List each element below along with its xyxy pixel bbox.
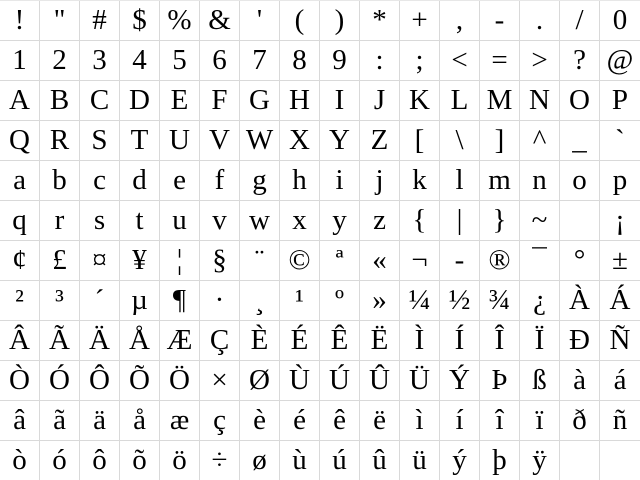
glyph-cell[interactable]: ¹ (280, 281, 320, 321)
glyph-cell[interactable]: ¯ (520, 241, 560, 281)
glyph-cell[interactable]: @ (600, 41, 640, 81)
glyph-cell[interactable]: 8 (280, 41, 320, 81)
glyph-cell[interactable]: Ö (160, 361, 200, 401)
glyph-cell[interactable]: e (160, 161, 200, 201)
glyph-cell[interactable]: ç (200, 401, 240, 441)
glyph-cell[interactable]: l (440, 161, 480, 201)
glyph-cell[interactable]: z (360, 201, 400, 241)
glyph-cell[interactable]: ° (560, 241, 600, 281)
glyph-cell[interactable]: ó (40, 441, 80, 480)
glyph-cell[interactable]: H (280, 81, 320, 121)
glyph-cell[interactable]: R (40, 121, 80, 161)
glyph-cell[interactable]: £ (40, 241, 80, 281)
glyph-cell[interactable]: Ù (280, 361, 320, 401)
glyph-cell[interactable]: ² (0, 281, 40, 321)
glyph-cell[interactable]: ú (320, 441, 360, 480)
glyph-cell[interactable]: ÿ (520, 441, 560, 480)
glyph-cell[interactable]: ë (360, 401, 400, 441)
glyph-cell[interactable]: ä (80, 401, 120, 441)
glyph-cell[interactable]: % (160, 1, 200, 41)
glyph-cell[interactable]: Þ (480, 361, 520, 401)
glyph-cell[interactable]: ; (400, 41, 440, 81)
glyph-cell[interactable]: å (120, 401, 160, 441)
glyph-cell[interactable]: / (560, 1, 600, 41)
glyph-cell[interactable]: > (520, 41, 560, 81)
glyph-cell[interactable]: w (240, 201, 280, 241)
glyph-cell[interactable]: * (360, 1, 400, 41)
glyph-cell[interactable]: º (320, 281, 360, 321)
glyph-cell[interactable]: 1 (0, 41, 40, 81)
glyph-cell[interactable] (600, 441, 640, 480)
glyph-cell[interactable]: \ (440, 121, 480, 161)
glyph-cell[interactable]: f (200, 161, 240, 201)
glyph-cell[interactable]: c (80, 161, 120, 201)
glyph-cell[interactable]: I (320, 81, 360, 121)
glyph-cell[interactable]: ¥ (120, 241, 160, 281)
glyph-cell[interactable] (560, 441, 600, 480)
glyph-cell[interactable]: ± (600, 241, 640, 281)
glyph-cell[interactable]: Á (600, 281, 640, 321)
glyph-cell[interactable]: ý (440, 441, 480, 480)
glyph-cell[interactable]: « (360, 241, 400, 281)
glyph-cell[interactable]: r (40, 201, 80, 241)
glyph-cell[interactable]: d (120, 161, 160, 201)
glyph-cell[interactable]: b (40, 161, 80, 201)
glyph-cell[interactable]: 0 (600, 1, 640, 41)
glyph-cell[interactable]: ¼ (400, 281, 440, 321)
glyph-cell[interactable]: Ø (240, 361, 280, 401)
glyph-cell[interactable]: ò (0, 441, 40, 480)
glyph-cell[interactable]: s (80, 201, 120, 241)
glyph-cell[interactable]: E (160, 81, 200, 121)
glyph-cell[interactable]: ¶ (160, 281, 200, 321)
glyph-cell[interactable]: Æ (160, 321, 200, 361)
glyph-cell[interactable]: o (560, 161, 600, 201)
glyph-cell[interactable]: × (200, 361, 240, 401)
glyph-cell[interactable]: ) (320, 1, 360, 41)
glyph-cell[interactable]: ( (280, 1, 320, 41)
glyph-cell[interactable]: Z (360, 121, 400, 161)
glyph-cell[interactable]: ¢ (0, 241, 40, 281)
glyph-cell[interactable]: < (440, 41, 480, 81)
glyph-cell[interactable]: M (480, 81, 520, 121)
glyph-cell[interactable]: ª (320, 241, 360, 281)
glyph-cell[interactable]: x (280, 201, 320, 241)
glyph-cell[interactable]: " (40, 1, 80, 41)
glyph-cell[interactable]: W (240, 121, 280, 161)
glyph-cell[interactable]: ¡ (600, 201, 640, 241)
glyph-cell[interactable]: À (560, 281, 600, 321)
glyph-cell[interactable]: v (200, 201, 240, 241)
glyph-cell[interactable]: } (480, 201, 520, 241)
glyph-cell[interactable]: , (440, 1, 480, 41)
glyph-cell[interactable]: Û (360, 361, 400, 401)
glyph-cell[interactable]: 2 (40, 41, 80, 81)
glyph-cell[interactable]: F (200, 81, 240, 121)
glyph-cell[interactable]: ¾ (480, 281, 520, 321)
glyph-cell[interactable]: ' (240, 1, 280, 41)
glyph-cell[interactable]: k (400, 161, 440, 201)
glyph-cell[interactable]: Ï (520, 321, 560, 361)
glyph-cell[interactable]: ñ (600, 401, 640, 441)
glyph-cell[interactable]: 7 (240, 41, 280, 81)
glyph-cell[interactable]: © (280, 241, 320, 281)
glyph-cell[interactable]: ¿ (520, 281, 560, 321)
glyph-cell[interactable] (560, 201, 600, 241)
glyph-cell[interactable]: ! (0, 1, 40, 41)
glyph-cell[interactable]: Q (0, 121, 40, 161)
glyph-cell[interactable]: K (400, 81, 440, 121)
glyph-cell[interactable]: i (320, 161, 360, 201)
glyph-cell[interactable]: ù (280, 441, 320, 480)
glyph-cell[interactable]: U (160, 121, 200, 161)
glyph-cell[interactable]: Ã (40, 321, 80, 361)
glyph-cell[interactable]: Ì (400, 321, 440, 361)
glyph-cell[interactable]: p (600, 161, 640, 201)
glyph-cell[interactable]: = (480, 41, 520, 81)
glyph-cell[interactable]: L (440, 81, 480, 121)
glyph-cell[interactable]: ´ (80, 281, 120, 321)
glyph-cell[interactable]: ì (400, 401, 440, 441)
glyph-cell[interactable]: ß (520, 361, 560, 401)
glyph-cell[interactable]: & (200, 1, 240, 41)
glyph-cell[interactable]: Ú (320, 361, 360, 401)
glyph-cell[interactable]: à (560, 361, 600, 401)
glyph-cell[interactable]: D (120, 81, 160, 121)
glyph-cell[interactable]: ¨ (240, 241, 280, 281)
glyph-cell[interactable]: ® (480, 241, 520, 281)
glyph-cell[interactable]: ? (560, 41, 600, 81)
glyph-cell[interactable]: $ (120, 1, 160, 41)
glyph-cell[interactable]: N (520, 81, 560, 121)
glyph-cell[interactable]: ½ (440, 281, 480, 321)
glyph-cell[interactable]: ö (160, 441, 200, 480)
glyph-cell[interactable]: Ý (440, 361, 480, 401)
glyph-cell[interactable]: y (320, 201, 360, 241)
glyph-cell[interactable]: » (360, 281, 400, 321)
glyph-cell[interactable]: 9 (320, 41, 360, 81)
glyph-cell[interactable]: + (400, 1, 440, 41)
glyph-cell[interactable]: Ü (400, 361, 440, 401)
glyph-cell[interactable]: ^ (520, 121, 560, 161)
glyph-cell[interactable]: # (80, 1, 120, 41)
glyph-cell[interactable]: ] (480, 121, 520, 161)
glyph-cell[interactable]: é (280, 401, 320, 441)
glyph-cell[interactable]: · (200, 281, 240, 321)
glyph-cell[interactable]: á (600, 361, 640, 401)
glyph-cell[interactable]: Ñ (600, 321, 640, 361)
glyph-cell[interactable]: 3 (80, 41, 120, 81)
glyph-cell[interactable]: û (360, 441, 400, 480)
glyph-cell[interactable]: Ð (560, 321, 600, 361)
glyph-cell[interactable]: Î (480, 321, 520, 361)
glyph-cell[interactable]: ¦ (160, 241, 200, 281)
glyph-cell[interactable]: î (480, 401, 520, 441)
glyph-cell[interactable]: ` (600, 121, 640, 161)
glyph-cell[interactable]: Í (440, 321, 480, 361)
glyph-cell[interactable]: è (240, 401, 280, 441)
glyph-cell[interactable]: õ (120, 441, 160, 480)
glyph-cell[interactable]: - (440, 241, 480, 281)
glyph-cell[interactable]: Å (120, 321, 160, 361)
glyph-cell[interactable]: ï (520, 401, 560, 441)
glyph-cell[interactable]: É (280, 321, 320, 361)
glyph-cell[interactable]: ¤ (80, 241, 120, 281)
glyph-cell[interactable]: ¸ (240, 281, 280, 321)
glyph-cell[interactable]: ³ (40, 281, 80, 321)
glyph-cell[interactable]: g (240, 161, 280, 201)
glyph-cell[interactable]: æ (160, 401, 200, 441)
glyph-cell[interactable]: S (80, 121, 120, 161)
glyph-cell[interactable]: ü (400, 441, 440, 480)
glyph-cell[interactable]: Â (0, 321, 40, 361)
glyph-cell[interactable]: [ (400, 121, 440, 161)
glyph-cell[interactable]: a (0, 161, 40, 201)
glyph-cell[interactable]: : (360, 41, 400, 81)
glyph-cell[interactable]: ô (80, 441, 120, 480)
glyph-cell[interactable]: ã (40, 401, 80, 441)
glyph-cell[interactable]: T (120, 121, 160, 161)
glyph-cell[interactable]: þ (480, 441, 520, 480)
glyph-cell[interactable]: µ (120, 281, 160, 321)
glyph-cell[interactable]: 4 (120, 41, 160, 81)
glyph-cell[interactable]: Ò (0, 361, 40, 401)
glyph-cell[interactable]: _ (560, 121, 600, 161)
glyph-cell[interactable]: h (280, 161, 320, 201)
glyph-cell[interactable]: â (0, 401, 40, 441)
glyph-cell[interactable]: ð (560, 401, 600, 441)
glyph-cell[interactable]: V (200, 121, 240, 161)
glyph-cell[interactable]: ê (320, 401, 360, 441)
glyph-cell[interactable]: È (240, 321, 280, 361)
glyph-cell[interactable]: m (480, 161, 520, 201)
glyph-cell[interactable]: - (480, 1, 520, 41)
glyph-cell[interactable]: J (360, 81, 400, 121)
glyph-cell[interactable]: P (600, 81, 640, 121)
glyph-cell[interactable]: A (0, 81, 40, 121)
glyph-cell[interactable]: n (520, 161, 560, 201)
glyph-cell[interactable]: Ä (80, 321, 120, 361)
glyph-cell[interactable]: ~ (520, 201, 560, 241)
glyph-cell[interactable]: Ô (80, 361, 120, 401)
glyph-cell[interactable]: Õ (120, 361, 160, 401)
glyph-cell[interactable]: . (520, 1, 560, 41)
glyph-cell[interactable]: q (0, 201, 40, 241)
glyph-cell[interactable]: Y (320, 121, 360, 161)
glyph-cell[interactable]: B (40, 81, 80, 121)
glyph-cell[interactable]: { (400, 201, 440, 241)
glyph-cell[interactable]: X (280, 121, 320, 161)
glyph-cell[interactable]: G (240, 81, 280, 121)
glyph-cell[interactable]: O (560, 81, 600, 121)
glyph-cell[interactable]: 5 (160, 41, 200, 81)
glyph-cell[interactable]: | (440, 201, 480, 241)
glyph-cell[interactable]: t (120, 201, 160, 241)
glyph-cell[interactable]: ¬ (400, 241, 440, 281)
glyph-cell[interactable]: Ç (200, 321, 240, 361)
glyph-cell[interactable]: Ó (40, 361, 80, 401)
glyph-cell[interactable]: í (440, 401, 480, 441)
glyph-cell[interactable]: ø (240, 441, 280, 480)
glyph-cell[interactable]: Ë (360, 321, 400, 361)
glyph-cell[interactable]: ÷ (200, 441, 240, 480)
glyph-cell[interactable]: j (360, 161, 400, 201)
glyph-cell[interactable]: u (160, 201, 200, 241)
glyph-cell[interactable]: C (80, 81, 120, 121)
glyph-cell[interactable]: Ê (320, 321, 360, 361)
glyph-cell[interactable]: § (200, 241, 240, 281)
glyph-cell[interactable]: 6 (200, 41, 240, 81)
